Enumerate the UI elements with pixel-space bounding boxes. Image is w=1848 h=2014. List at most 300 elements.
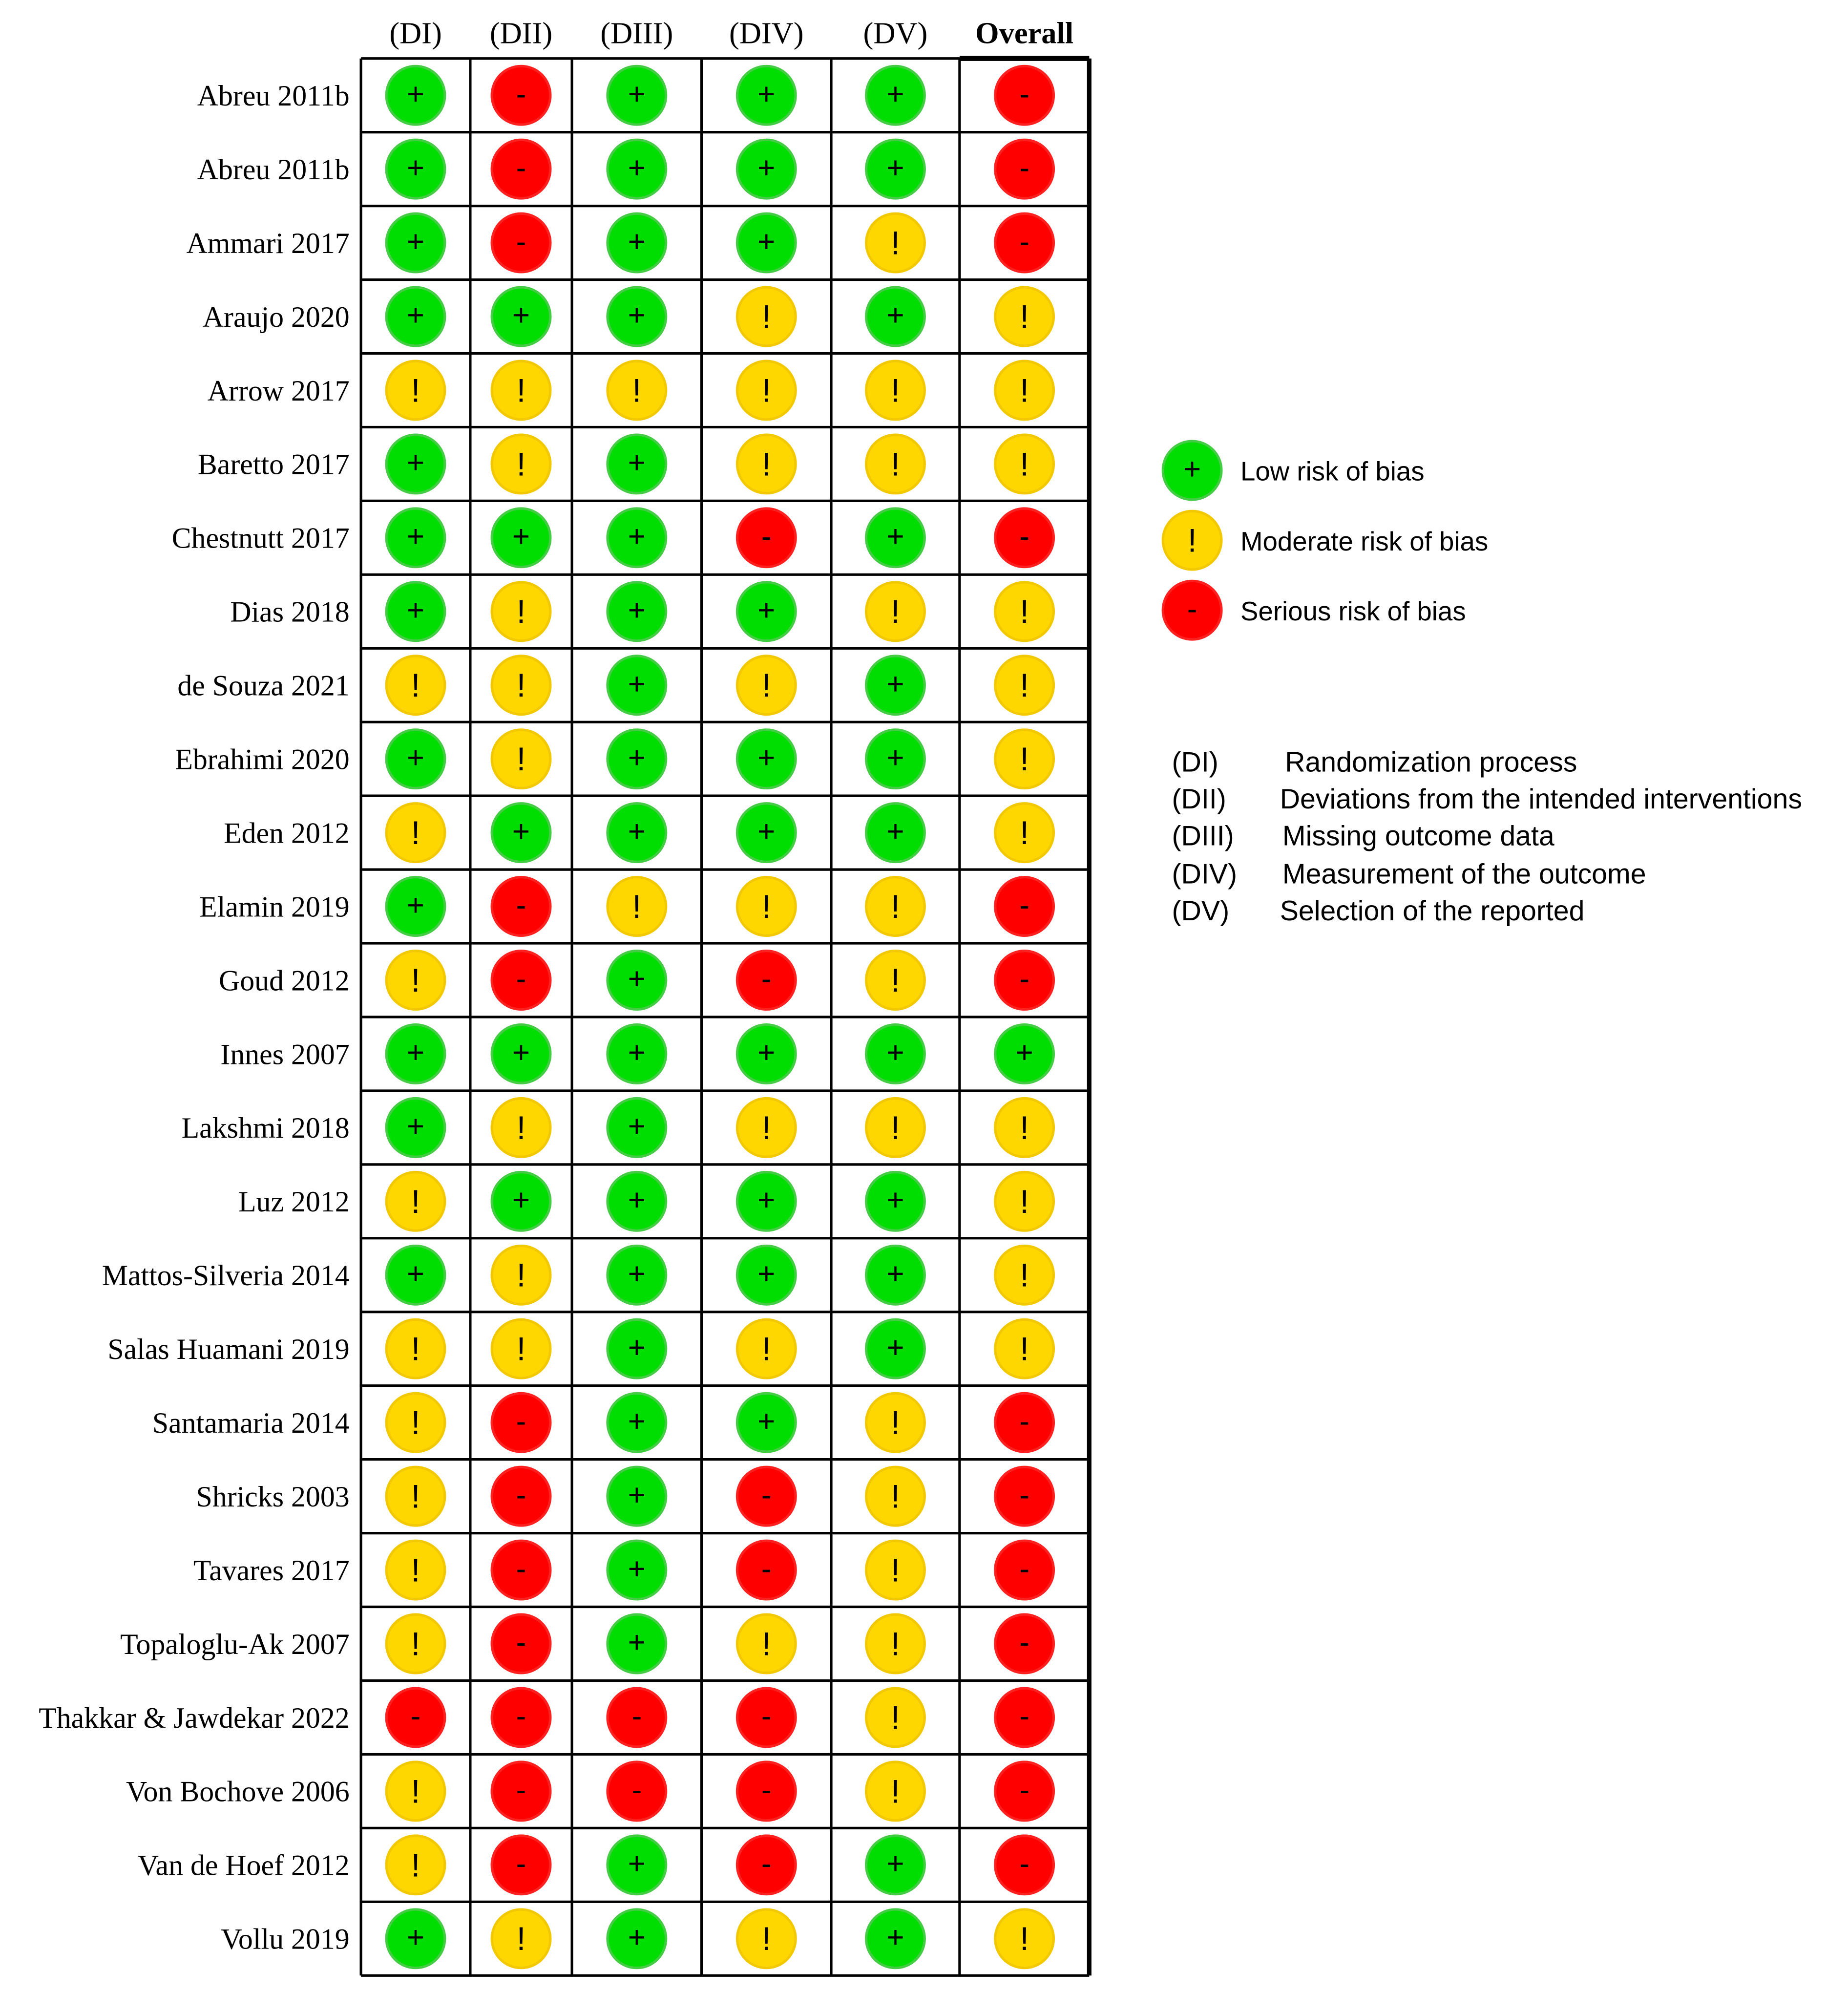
column-header: (DII)	[489, 16, 553, 50]
rating-mark	[995, 1393, 1054, 1452]
rating-mark	[737, 140, 796, 198]
rating-mark	[737, 951, 796, 1010]
rating-symbol: +	[512, 1035, 530, 1070]
study-label: Tavares 2017	[193, 1554, 350, 1587]
rating-symbol: +	[757, 1404, 776, 1439]
study-label: Luz 2012	[238, 1186, 350, 1218]
rating-symbol: -	[1019, 1551, 1029, 1586]
rating-mark	[737, 1025, 796, 1083]
rating-symbol: +	[512, 1183, 530, 1217]
rating-symbol: +	[757, 814, 776, 848]
rating-mark	[866, 1319, 925, 1378]
rating-mark	[995, 1688, 1054, 1747]
rating-mark	[995, 730, 1054, 788]
rating-mark	[866, 1246, 925, 1304]
rating-symbol: !	[761, 888, 771, 925]
rating-mark	[995, 582, 1054, 641]
rating-symbol: +	[757, 740, 776, 775]
domain-code: (DIII)	[1172, 820, 1234, 852]
rating-mark	[608, 1909, 666, 1968]
rating-mark	[386, 730, 445, 788]
domain-code: (DV)	[1172, 895, 1230, 927]
rating-symbol: !	[1187, 522, 1197, 559]
rating-mark	[608, 1762, 666, 1821]
rating-mark	[492, 509, 550, 567]
rating-symbol: !	[891, 372, 900, 409]
rating-mark	[386, 509, 445, 567]
rating-mark	[737, 1836, 796, 1894]
rating-symbol: +	[757, 1183, 776, 1217]
study-label: Ebrahimi 2020	[175, 743, 350, 776]
rating-symbol: !	[1020, 667, 1029, 704]
study-label: Topaloglu-Ak 2007	[120, 1628, 350, 1660]
rating-symbol: !	[516, 1921, 526, 1958]
rating-mark	[866, 1467, 925, 1526]
rating-mark	[995, 1614, 1054, 1673]
rating-mark	[492, 1099, 550, 1157]
rating-symbol: +	[628, 1846, 646, 1881]
rating-symbol: !	[516, 741, 526, 778]
rating-mark	[386, 1319, 445, 1378]
rating-mark	[995, 1246, 1054, 1304]
column-header: (DIV)	[729, 16, 804, 50]
rating-symbol: !	[1020, 1109, 1029, 1146]
study-label: Baretto 2017	[197, 448, 350, 481]
study-label: Abreu 2011b	[197, 80, 350, 112]
rating-symbol: -	[631, 1773, 642, 1807]
rating-symbol: -	[516, 961, 526, 996]
rating-symbol: +	[512, 814, 530, 848]
rating-mark	[737, 804, 796, 862]
rating-symbol: +	[406, 445, 425, 480]
rating-mark	[492, 1172, 550, 1230]
rating-symbol: +	[628, 1256, 646, 1291]
rating-symbol: !	[1020, 372, 1029, 409]
rating-symbol: +	[886, 150, 904, 185]
rating-symbol: +	[406, 740, 425, 775]
rating-mark	[995, 509, 1054, 567]
rating-mark	[386, 1172, 445, 1230]
rating-symbol: -	[761, 1478, 772, 1512]
rating-mark	[866, 509, 925, 567]
rating-symbol: -	[761, 961, 772, 996]
rating-mark	[608, 730, 666, 788]
rating-symbol: +	[406, 593, 425, 628]
rating-mark	[608, 877, 666, 936]
rating-mark	[492, 877, 550, 936]
rating-mark	[608, 1025, 666, 1083]
rating-symbol: +	[886, 740, 904, 775]
rating-symbol: +	[628, 445, 646, 480]
rating-mark	[737, 1614, 796, 1673]
rating-symbol: +	[406, 1035, 425, 1070]
rating-symbol: -	[761, 1551, 772, 1586]
rating-mark	[995, 1762, 1054, 1821]
rating-symbol: !	[891, 1773, 900, 1810]
rating-symbol: !	[761, 298, 771, 336]
rating-mark	[737, 287, 796, 346]
rating-symbol: +	[886, 1035, 904, 1070]
rating-symbol: +	[886, 298, 904, 333]
rating-symbol: +	[628, 961, 646, 996]
rating-mark	[386, 582, 445, 641]
rating-symbol: +	[512, 519, 530, 554]
rating-symbol: +	[886, 666, 904, 701]
rating-symbol: -	[516, 1773, 526, 1807]
rating-symbol: -	[1019, 150, 1029, 185]
rating-symbol: +	[406, 77, 425, 111]
rating-symbol: +	[757, 593, 776, 628]
rating-mark	[386, 213, 445, 272]
rating-symbol: !	[1020, 741, 1029, 778]
rating-symbol: +	[628, 1109, 646, 1144]
legend-label: Serious risk of bias	[1240, 596, 1466, 627]
rating-mark	[866, 435, 925, 493]
rating-mark	[737, 1688, 796, 1747]
rating-mark	[492, 213, 550, 272]
rating-mark	[386, 1099, 445, 1157]
rating-mark	[737, 1393, 796, 1452]
rating-mark	[737, 1319, 796, 1378]
rating-mark	[995, 1172, 1054, 1230]
rating-symbol: !	[516, 1331, 526, 1368]
rating-mark	[608, 1614, 666, 1673]
rating-mark	[608, 582, 666, 641]
study-label: Abreu 2011b	[197, 153, 350, 186]
rating-symbol: !	[411, 1773, 420, 1810]
rating-mark	[866, 140, 925, 198]
rating-symbol: !	[516, 446, 526, 483]
rating-mark	[737, 582, 796, 641]
column-header: Overall	[975, 16, 1074, 50]
rating-symbol: !	[411, 1847, 420, 1884]
rating-mark	[995, 287, 1054, 346]
study-label: Thakkar & Jawdekar 2022	[39, 1701, 350, 1734]
rating-mark	[492, 140, 550, 198]
study-label: Lakshmi 2018	[181, 1112, 350, 1145]
rating-mark	[492, 1688, 550, 1747]
rating-mark	[492, 1467, 550, 1526]
study-label: Santamaria 2014	[152, 1406, 350, 1439]
rating-symbol: -	[1019, 1846, 1029, 1881]
rating-mark	[866, 213, 925, 272]
rating-symbol: -	[761, 1699, 772, 1734]
legend-label: Low risk of bias	[1240, 456, 1425, 487]
study-label: Shricks 2003	[196, 1480, 350, 1513]
rating-mark	[386, 361, 445, 420]
rating-symbol: !	[411, 1331, 420, 1368]
rating-mark	[386, 287, 445, 346]
rating-mark	[995, 1319, 1054, 1378]
rating-mark	[995, 140, 1054, 198]
rating-mark	[492, 656, 550, 715]
rating-mark	[737, 361, 796, 420]
rating-mark	[866, 877, 925, 936]
rating-mark	[995, 66, 1054, 125]
rating-symbol: +	[886, 1846, 904, 1881]
rating-mark	[492, 1541, 550, 1599]
rating-symbol: !	[632, 372, 642, 409]
rating-mark	[866, 1541, 925, 1599]
rating-mark	[608, 1688, 666, 1747]
study-label: Vollu 2019	[221, 1923, 350, 1955]
rating-symbol: !	[891, 962, 900, 999]
rating-symbol: -	[1019, 519, 1029, 554]
study-label: Van de Hoef 2012	[137, 1849, 350, 1882]
rating-mark	[866, 730, 925, 788]
rating-symbol: !	[891, 1626, 900, 1663]
rating-symbol: !	[761, 1109, 771, 1146]
rating-symbol: -	[516, 1478, 526, 1512]
rating-symbol: +	[406, 1256, 425, 1291]
rating-mark	[608, 509, 666, 567]
rating-symbol: !	[411, 1478, 420, 1515]
rating-symbol: -	[761, 519, 772, 554]
rating-mark	[492, 1836, 550, 1894]
rating-symbol: +	[628, 1625, 646, 1660]
rating-mark	[386, 1614, 445, 1673]
domain-label: Missing outcome data	[1282, 820, 1554, 852]
rating-symbol: !	[761, 372, 771, 409]
rating-symbol: -	[516, 1699, 526, 1734]
rating-symbol: +	[1015, 1035, 1033, 1070]
rating-symbol: -	[1019, 77, 1029, 111]
rating-symbol: !	[632, 888, 642, 925]
domain-code: (DI)	[1172, 746, 1218, 778]
rating-symbol: +	[628, 814, 646, 848]
rating-symbol: !	[516, 1257, 526, 1294]
rating-symbol: !	[891, 1478, 900, 1515]
rating-mark	[737, 1762, 796, 1821]
rating-mark	[995, 1836, 1054, 1894]
rating-symbol: !	[1020, 1183, 1029, 1220]
rating-symbol: !	[516, 372, 526, 409]
rating-mark	[608, 1319, 666, 1378]
rating-symbol: -	[516, 77, 526, 111]
rating-symbol: +	[628, 1035, 646, 1070]
rating-symbol: +	[757, 1256, 776, 1291]
rating-symbol: -	[631, 1699, 642, 1734]
rating-symbol: +	[886, 1256, 904, 1291]
rating-symbol: +	[628, 150, 646, 185]
rating-symbol: +	[886, 77, 904, 111]
rating-symbol: !	[411, 815, 420, 852]
column-header: (DV)	[863, 16, 928, 50]
domain-label: Measurement of the outcome	[1282, 858, 1646, 890]
rating-symbol: +	[628, 1920, 646, 1954]
rating-symbol: +	[886, 1330, 904, 1365]
rating-mark	[492, 1614, 550, 1673]
rating-mark	[866, 656, 925, 715]
rating-symbol: +	[757, 150, 776, 185]
study-label: Eden 2012	[224, 817, 350, 849]
rating-mark	[386, 804, 445, 862]
rating-symbol: -	[516, 224, 526, 259]
rating-symbol: -	[516, 1625, 526, 1660]
rating-symbol: +	[757, 77, 776, 111]
rating-symbol: !	[1020, 815, 1029, 852]
rating-mark	[737, 1246, 796, 1304]
rating-symbol: !	[411, 1626, 420, 1663]
rating-symbol: !	[516, 1109, 526, 1146]
rating-mark	[737, 509, 796, 567]
rating-mark	[386, 1762, 445, 1821]
rating-symbol: !	[891, 446, 900, 483]
rating-mark	[995, 1467, 1054, 1526]
study-labels	[39, 80, 349, 1955]
rating-mark	[866, 1172, 925, 1230]
rating-mark	[492, 1762, 550, 1821]
rating-mark	[492, 1909, 550, 1968]
rating-symbol: !	[1020, 1921, 1029, 1958]
rating-symbol: +	[886, 519, 904, 554]
rating-mark	[866, 1836, 925, 1894]
rating-symbol: -	[516, 1404, 526, 1439]
rating-mark	[608, 1836, 666, 1894]
rating-symbol: !	[891, 225, 900, 262]
rating-symbol: !	[761, 1626, 771, 1663]
rating-mark	[866, 1099, 925, 1157]
study-label: Chestnutt 2017	[171, 522, 350, 554]
rating-symbol: -	[1187, 592, 1197, 626]
rating-symbol: +	[628, 1551, 646, 1586]
rating-symbol: !	[761, 446, 771, 483]
rating-mark	[737, 213, 796, 272]
rating-mark	[492, 361, 550, 420]
rating-mark	[608, 213, 666, 272]
rating-mark	[386, 140, 445, 198]
rating-mark	[492, 287, 550, 346]
rating-symbol: +	[406, 224, 425, 259]
rating-symbol: +	[628, 1330, 646, 1365]
rating-symbol: +	[1183, 452, 1201, 487]
rating-symbol: +	[406, 298, 425, 333]
rating-symbol: !	[411, 372, 420, 409]
rating-symbol: +	[628, 77, 646, 111]
legend-label: Moderate risk of bias	[1240, 526, 1489, 556]
rating-mark	[737, 1467, 796, 1526]
rating-mark	[995, 951, 1054, 1010]
column-header: (DIII)	[600, 16, 673, 50]
rating-mark	[608, 361, 666, 420]
rating-symbol: +	[628, 298, 646, 333]
rating-symbol: !	[891, 1109, 900, 1146]
rating-symbol: !	[1020, 446, 1029, 483]
rating-symbol: -	[1019, 1625, 1029, 1660]
rating-symbol: !	[891, 888, 900, 925]
rating-mark	[866, 804, 925, 862]
table-grid	[361, 59, 1089, 1976]
rating-symbol: !	[1020, 298, 1029, 336]
rating-mark	[608, 66, 666, 125]
rating-mark	[386, 1393, 445, 1452]
rating-mark	[737, 656, 796, 715]
rating-mark	[608, 435, 666, 493]
legend	[1163, 441, 1488, 639]
column-header: (DI)	[389, 16, 442, 50]
rating-symbol: !	[516, 667, 526, 704]
rating-mark	[386, 1909, 445, 1968]
rating-mark	[737, 877, 796, 936]
legend-swatch	[1163, 511, 1221, 570]
rating-symbol: +	[628, 519, 646, 554]
rating-mark	[386, 656, 445, 715]
rating-mark	[737, 730, 796, 788]
rating-mark	[492, 1246, 550, 1304]
study-label: de Souza 2021	[177, 669, 350, 702]
rating-mark	[492, 730, 550, 788]
rating-mark	[386, 66, 445, 125]
rating-symbol: !	[1020, 1331, 1029, 1368]
rating-symbol: !	[411, 1552, 420, 1589]
rating-symbol: +	[886, 814, 904, 848]
rating-symbol: !	[411, 667, 420, 704]
rating-mark	[866, 951, 925, 1010]
rating-symbol: !	[1020, 594, 1029, 631]
rating-symbol: !	[761, 1921, 771, 1958]
rating-mark	[608, 804, 666, 862]
rating-mark	[995, 1909, 1054, 1968]
rating-symbol: !	[891, 1404, 900, 1442]
rating-symbol: -	[1019, 961, 1029, 996]
rating-symbol: +	[628, 1478, 646, 1512]
domain-code: (DII)	[1172, 784, 1226, 815]
study-label: Dias 2018	[230, 595, 350, 628]
rating-mark	[995, 877, 1054, 936]
rating-symbol: +	[406, 1109, 425, 1144]
rating-symbol: !	[1020, 1257, 1029, 1294]
rating-symbol: -	[1019, 1478, 1029, 1512]
rating-symbol: !	[411, 962, 420, 999]
rating-symbol: +	[406, 1920, 425, 1954]
rating-mark	[737, 435, 796, 493]
column-headers	[389, 16, 1073, 50]
rating-mark	[608, 287, 666, 346]
rating-symbol: !	[411, 1183, 420, 1220]
rating-mark	[386, 435, 445, 493]
rating-symbol: +	[406, 888, 425, 922]
rating-symbol: +	[628, 666, 646, 701]
rating-mark	[608, 1172, 666, 1230]
rating-mark	[866, 582, 925, 641]
rating-mark	[492, 582, 550, 641]
rating-mark	[866, 1762, 925, 1821]
rating-symbol: +	[757, 224, 776, 259]
domain-label: Selection of the reported	[1280, 895, 1585, 927]
rating-symbol: !	[411, 1404, 420, 1442]
rating-mark	[386, 877, 445, 936]
rating-mark	[995, 1025, 1054, 1083]
rating-symbol: !	[761, 667, 771, 704]
domain-label: Randomization process	[1285, 746, 1577, 778]
domain-label: Deviations from the intended interventions	[1280, 784, 1802, 815]
rating-symbol: +	[628, 1404, 646, 1439]
rating-symbol: -	[1019, 1773, 1029, 1807]
rating-mark	[608, 1099, 666, 1157]
rating-mark	[866, 1909, 925, 1968]
rating-mark	[492, 1319, 550, 1378]
rating-mark	[866, 1614, 925, 1673]
domain-key	[1172, 747, 1802, 927]
rating-mark	[386, 1541, 445, 1599]
rating-mark	[866, 66, 925, 125]
rating-mark	[995, 213, 1054, 272]
rating-mark	[995, 435, 1054, 493]
rating-mark	[492, 435, 550, 493]
rating-symbol: -	[516, 888, 526, 922]
study-label: Elamin 2019	[199, 890, 350, 923]
rating-symbol: -	[1019, 1699, 1029, 1734]
